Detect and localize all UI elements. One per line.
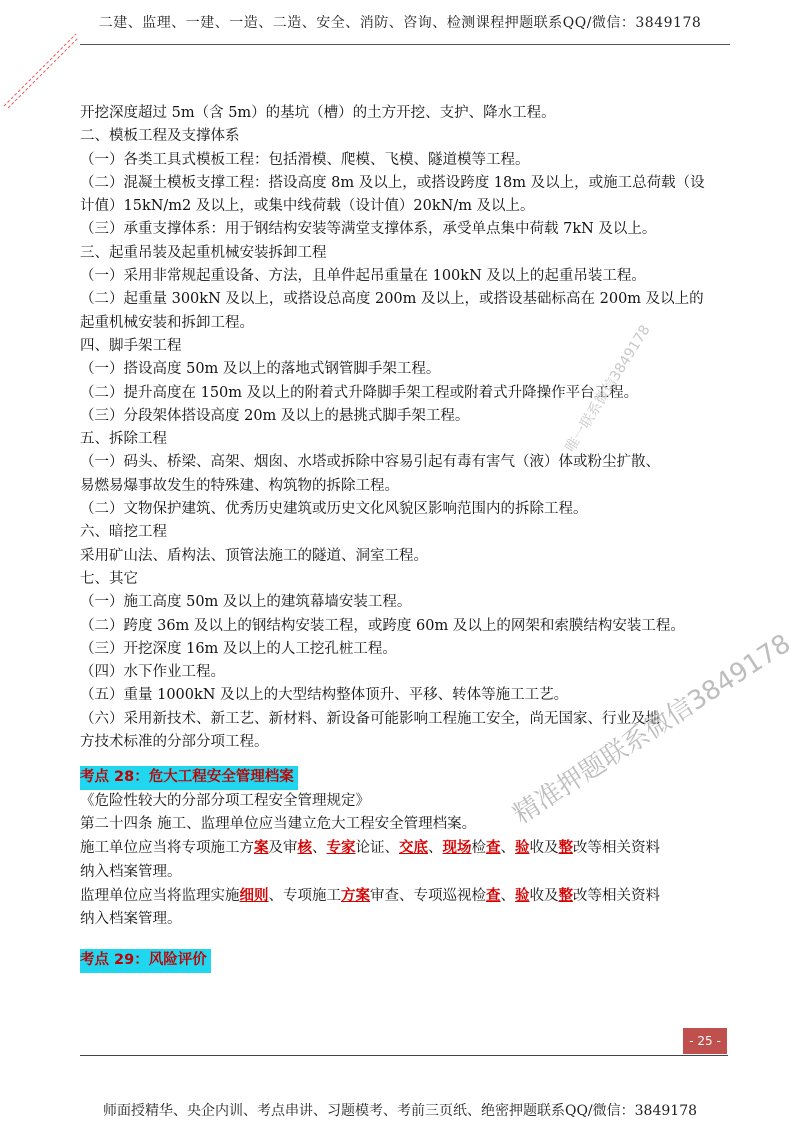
text-line: （四）水下作业工程。 [80,664,225,681]
page-header: 二建、监理、一建、一造、二造、安全、消防、咨询、检测课程押题联系QQ/微信：3849178 [98,15,702,31]
supervision-unit-paragraph: 监理单位应当将监理实施细则、专项施工方案审查、专项巡视检查、验收及整改等相关资料 [80,886,660,904]
text-line: 方技术标准的分部分项工程。 [80,734,269,751]
watermark-large: 精准押题联系微信3849178 [508,628,797,831]
footer-divider [80,1055,728,1056]
text-line: （二）起重量 300kN 及以上，或搭设总高度 200m 及以上，或搭设基础标高在 200m 及以上的 [80,291,704,308]
article-24: 第二十四条 施工、监理单位应当建立危大工程安全管理档案。 [80,815,477,832]
section-heading: 二、模板工程及支撑体系 [80,128,240,145]
text-line: （六）采用新技术、新工艺、新材料、新设备可能影响工程施工安全，尚无国家、行业及地 [80,710,660,727]
regulation-title: 《危险性较大的分部分项工程安全管理规定》 [80,792,370,809]
construction-unit-paragraph: 施工单位应当将专项施工方案及审核、专家论证、交底、现场检查、验收及整改等相关资料 [80,839,660,857]
text-line: （二）跨度 36m 及以上的钢结构安装工程，或跨度 60m 及以上的网架和索膜结构安装工程。 [80,617,685,634]
text-line: 纳入档案管理。 [80,863,182,880]
section-heading: 六、暗挖工程 [80,524,167,541]
section-heading: 三、起重吊装及起重机械安装拆卸工程 [80,244,327,261]
section-heading: 七、其它 [80,570,138,587]
text-line: （一）码头、桥梁、高架、烟囱、水塔或拆除中容易引起有毒有害气（液）体或粉尘扩散、 [80,454,660,471]
text-line: 易燃易爆事故发生的特殊建、构筑物的拆除工程。 [80,477,399,494]
document-body [80,102,740,973]
header-divider [80,44,730,45]
page-number-badge: - 25 - [683,1028,727,1054]
corner-decoration-line [0,30,80,110]
text-line: （五）重量 1000kN 及以上的大型结构整体顶升、平移、转体等施工工艺。 [80,687,569,704]
kaodian-29-heading: 考点 29：风险评价 [80,949,211,972]
text-line: （一）搭设高度 50m 及以上的落地式钢管脚手架工程。 [80,361,441,378]
text-line: （一）采用非常规起重设备、方法，且单件起吊重量在 100kN 及以上的起重吊装工程。 [80,268,646,285]
page-footer: 师面授精华、央企内训、考点串讲、习题模考、考前三页纸、绝密押题联系QQ/微信：3849178 [102,1103,698,1119]
text-line: 纳入档案管理。 [80,911,182,928]
text-line: （三）分段架体搭设高度 20m 及以上的悬挑式脚手架工程。 [80,407,470,424]
text-line: （三）开挖深度 16m 及以上的人工挖孔桩工程。 [80,640,397,657]
section-heading: 五、拆除工程 [80,431,167,448]
text-line: 采用矿山法、盾构法、顶管法施工的隧道、洞室工程。 [80,547,428,564]
text-line: （二）文物保护建筑、优秀历史建筑或历史文化风貌区影响范围内的拆除工程。 [80,501,588,518]
text-line: （三）承重支撑体系：用于钢结构安装等满堂支撑体系，承受单点集中荷载 7kN 及以上。 [80,221,657,238]
text-line: （二）提升高度在 150m 及以上的附着式升降脚手架工程或附着式升降操作平台工程。 [80,384,639,401]
watermark-small: 唯一联系微信3849178 [562,322,654,456]
section-heading: 四、脚手架工程 [80,337,182,354]
text-line: （一）各类工具式模板工程：包括滑模、爬模、飞模、隧道模等工程。 [80,151,530,168]
text-line: （一）施工高度 50m 及以上的建筑幕墙安装工程。 [80,594,412,611]
kaodian-28-heading: 考点 28：危大工程安全管理档案 [80,766,298,789]
text-line: 开挖深度超过 5m（含 5m）的基坑（槽）的土方开挖、支护、降水工程。 [80,105,556,121]
text-line: 起重机械安装和拆卸工程。 [80,314,254,331]
text-line: （二）混凝土模板支撑工程：搭设高度 8m 及以上，或搭设跨度 18m 及以上，或施工总荷载（设 [80,174,705,191]
text-line: 计值）15kN/m2 及以上，或集中线荷载（设计值）20kN/m 及以上。 [80,198,535,215]
